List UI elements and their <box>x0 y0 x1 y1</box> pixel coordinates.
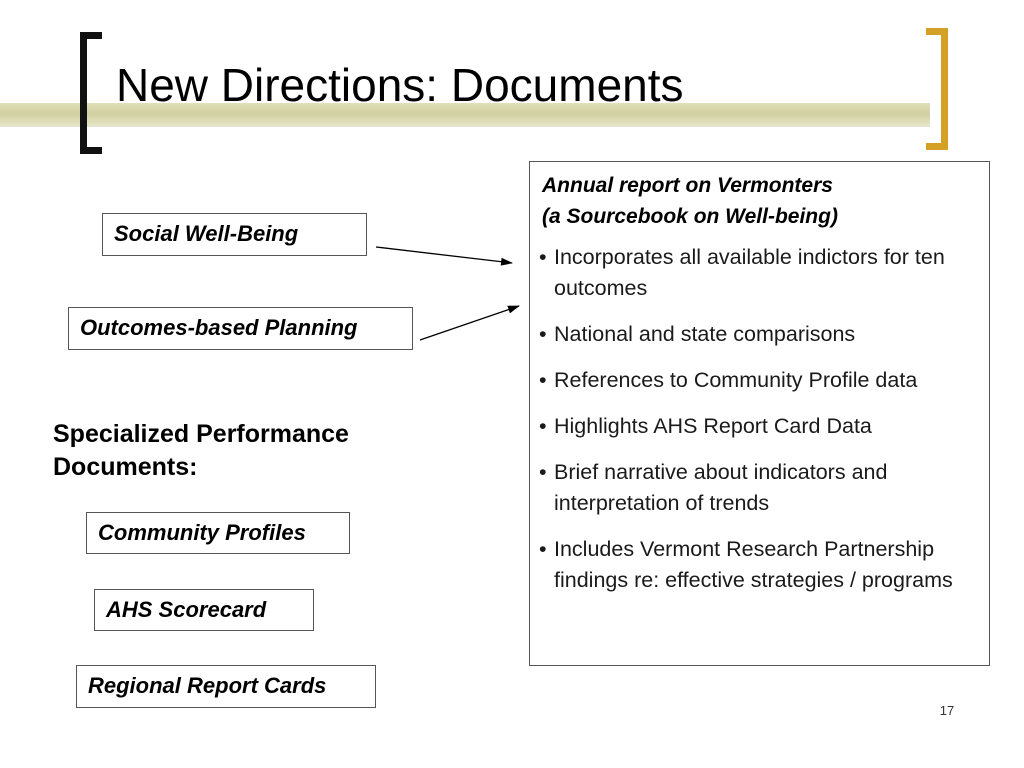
annual-report-heading-line-1: Annual report on Vermonters <box>542 174 833 197</box>
bullet-item <box>539 319 979 350</box>
bullet-icon: • <box>539 414 547 438</box>
bullet-icon: • <box>539 368 547 392</box>
regional-report-cards-box: Regional Report Cards <box>76 665 376 708</box>
outcomes-based-planning-box: Outcomes-based Planning <box>68 307 413 350</box>
annual-report-heading <box>542 170 979 232</box>
community-profiles-box: Community Profiles <box>86 512 350 554</box>
bullet-item <box>539 411 979 442</box>
bullet-text: Brief narrative about indicators and interpretation of trends <box>554 460 888 515</box>
bullet-item <box>539 457 979 519</box>
specialized-documents-heading <box>53 418 433 484</box>
bullet-icon: • <box>539 322 547 346</box>
annual-report-heading-line-2: (a Sourcebook on Well-being) <box>542 205 838 228</box>
bullet-icon: • <box>539 537 547 561</box>
annual-report-box <box>529 161 990 666</box>
bullet-text: National and state comparisons <box>554 322 856 346</box>
arrow-outcomes-to-report <box>420 306 519 340</box>
left-bracket-decoration <box>80 32 102 154</box>
bullet-text: Includes Vermont Research Partnership findings re: effective strategies / programs <box>554 537 953 592</box>
ahs-scorecard-box: AHS Scorecard <box>94 589 314 631</box>
bullet-text: Incorporates all available indictors for ten outcomes <box>554 245 945 300</box>
bullet-icon: • <box>539 460 547 484</box>
page-number: 17 <box>939 703 955 718</box>
arrow-social-to-report <box>376 247 512 263</box>
bullet-item <box>539 534 979 596</box>
bullet-icon: • <box>539 245 547 269</box>
bullet-item <box>539 242 979 304</box>
right-bracket-decoration <box>926 28 948 150</box>
annual-report-bullet-list <box>539 242 979 596</box>
bullet-text: References to Community Profile data <box>554 368 918 392</box>
specialized-heading-line-1: Specialized Performance <box>53 420 349 448</box>
bullet-item <box>539 365 979 396</box>
slide-title: New Directions: Documents <box>116 59 684 111</box>
specialized-heading-line-2: Documents: <box>53 453 198 481</box>
social-well-being-box: Social Well-Being <box>102 213 367 256</box>
bullet-text: Highlights AHS Report Card Data <box>554 414 872 438</box>
